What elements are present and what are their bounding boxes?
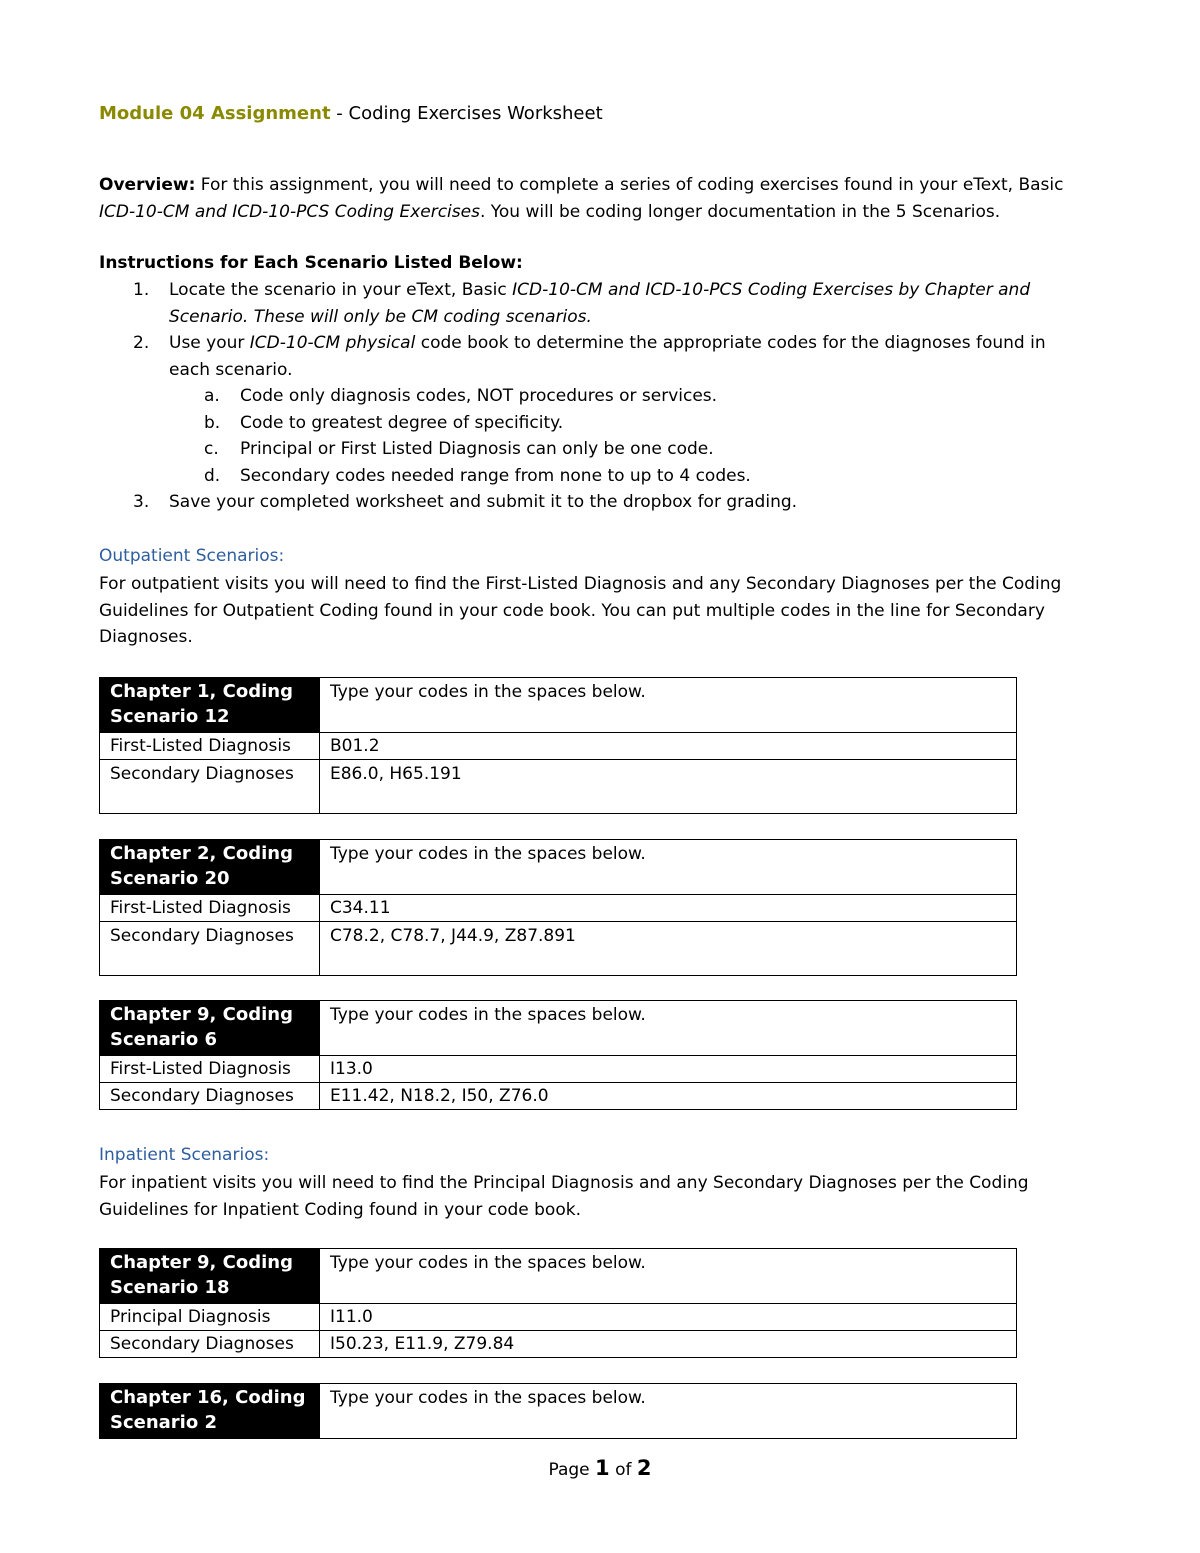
sub-instruction	[169, 436, 1089, 463]
scenario-table	[99, 839, 1017, 976]
step-text-italic: ICD-10-CM physical	[249, 333, 416, 353]
secondary-diagnoses-field[interactable]: I50.23, E11.9, Z79.84	[320, 1331, 1017, 1358]
overview-paragraph	[99, 172, 1099, 225]
diagnosis-label: First-Listed Diagnosis	[100, 895, 320, 922]
sub-instruction	[169, 383, 1089, 410]
first-listed-diagnosis-field[interactable]: C34.11	[320, 895, 1017, 922]
scenario-header: Chapter 2, Coding Scenario 20	[100, 840, 320, 895]
diagnosis-label: Secondary Diagnoses	[100, 1083, 320, 1110]
page-footer	[0, 1456, 1200, 1480]
sub-step-letter: a.	[204, 386, 220, 406]
diagnosis-label: First-Listed Diagnosis	[100, 1056, 320, 1083]
scenario-header: Chapter 9, Coding Scenario 6	[100, 1001, 320, 1056]
scenario-header: Chapter 1, Coding Scenario 12	[100, 678, 320, 733]
sub-step-text: Principal or First Listed Diagnosis can only be one code.	[240, 439, 714, 459]
secondary-diagnoses-field[interactable]: E86.0, H65.191	[320, 760, 1017, 814]
overview-label: Overview:	[99, 175, 196, 195]
scenario-header: Chapter 16, Coding Scenario 2	[100, 1384, 320, 1439]
step-text: Locate the scenario in your eText, Basic	[169, 280, 513, 300]
diagnosis-label: Principal Diagnosis	[100, 1304, 320, 1331]
scenario-table	[99, 677, 1017, 814]
sub-step-text: Code to greatest degree of specificity.	[240, 412, 564, 433]
instruction-step	[99, 277, 1089, 330]
scenario-table	[99, 1383, 1017, 1439]
overview-text-2: . You will be coding longer documentation in the 5 Scenarios.	[479, 201, 1001, 222]
inpatient-description: For inpatient visits you will need to find the Principal Diagnosis and any Secondary Diagnoses per the Coding Guidelines for Inpatient Coding found in your code book.	[99, 1173, 1029, 1220]
scenario-prompt: Type your codes in the spaces below.	[320, 678, 1017, 733]
diagnosis-label: Secondary Diagnoses	[100, 760, 320, 814]
step-text: Use your	[169, 333, 250, 353]
overview-text-1: For this assignment, you will need to complete a series of coding exercises found in your eText, Basic	[195, 175, 1064, 195]
step-number: 1.	[133, 280, 150, 300]
sub-step-letter: d.	[204, 465, 221, 486]
diagnosis-label: Secondary Diagnoses	[100, 922, 320, 976]
instructions-list	[99, 277, 1089, 516]
secondary-diagnoses-field[interactable]: E11.42, N18.2, I50, Z76.0	[320, 1083, 1017, 1110]
instruction-step	[99, 330, 1089, 489]
sub-step-text: Code only diagnosis codes, NOT procedures or services.	[240, 386, 718, 406]
sub-instruction	[169, 463, 1089, 490]
instruction-step	[99, 489, 1089, 516]
first-listed-diagnosis-field[interactable]: I13.0	[320, 1056, 1017, 1083]
step-number: 3.	[133, 492, 150, 512]
outpatient-description: For outpatient visits you will need to find the First-Listed Diagnosis and any Secondary Diagnoses per the Coding Guidelines for Outpatient Coding found in your code book. You can put multiple codes in the line for Secondary Diagnoses.	[99, 574, 1062, 647]
page-total: 2	[636, 1456, 652, 1480]
instructions-heading: Instructions for Each Scenario Listed Below:	[99, 253, 523, 273]
page-number: 1	[595, 1456, 610, 1480]
document-title	[99, 102, 603, 126]
sub-step-text: Secondary codes needed range from none to up to 4 codes.	[240, 465, 751, 486]
scenario-table	[99, 1248, 1017, 1358]
secondary-diagnoses-field[interactable]: C78.2, C78.7, J44.9, Z87.891	[320, 922, 1017, 976]
overview-text-italic: ICD-10-CM and ICD-10-PCS Coding Exercises	[99, 201, 480, 222]
step-number: 2.	[133, 333, 150, 353]
inpatient-heading: Inpatient Scenarios:	[99, 1145, 270, 1165]
sub-instructions-list	[169, 383, 1089, 489]
scenario-header: Chapter 9, Coding Scenario 18	[100, 1249, 320, 1304]
step-text: Save your completed worksheet and submit it to the dropbox for grading.	[169, 492, 798, 512]
first-listed-diagnosis-field[interactable]: B01.2	[320, 733, 1017, 760]
outpatient-heading: Outpatient Scenarios:	[99, 546, 285, 566]
sub-step-letter: c.	[204, 439, 219, 459]
sub-instruction	[169, 410, 1089, 437]
scenario-prompt: Type your codes in the spaces below.	[320, 1384, 1017, 1439]
principal-diagnosis-field[interactable]: I11.0	[320, 1304, 1017, 1331]
scenario-prompt: Type your codes in the spaces below.	[320, 840, 1017, 895]
scenario-table	[99, 1000, 1017, 1110]
page-label: Page	[548, 1460, 596, 1480]
step-text: code book to determine the appropriate codes for the diagnoses found in each scenario.	[169, 333, 1046, 380]
module-title: Module 04 Assignment	[99, 103, 331, 124]
diagnosis-label: First-Listed Diagnosis	[100, 733, 320, 760]
scenario-prompt: Type your codes in the spaces below.	[320, 1001, 1017, 1056]
diagnosis-label: Secondary Diagnoses	[100, 1331, 320, 1358]
scenario-prompt: Type your codes in the spaces below.	[320, 1249, 1017, 1304]
sub-step-letter: b.	[204, 412, 221, 433]
page-of-label: of	[609, 1460, 637, 1480]
document-subtitle: - Coding Exercises Worksheet	[330, 103, 603, 124]
step-text-italic: ICD-10-CM and ICD-10-PCS Coding Exercises by Chapter and Scenario. These will only be CM coding scenarios.	[169, 280, 1031, 327]
